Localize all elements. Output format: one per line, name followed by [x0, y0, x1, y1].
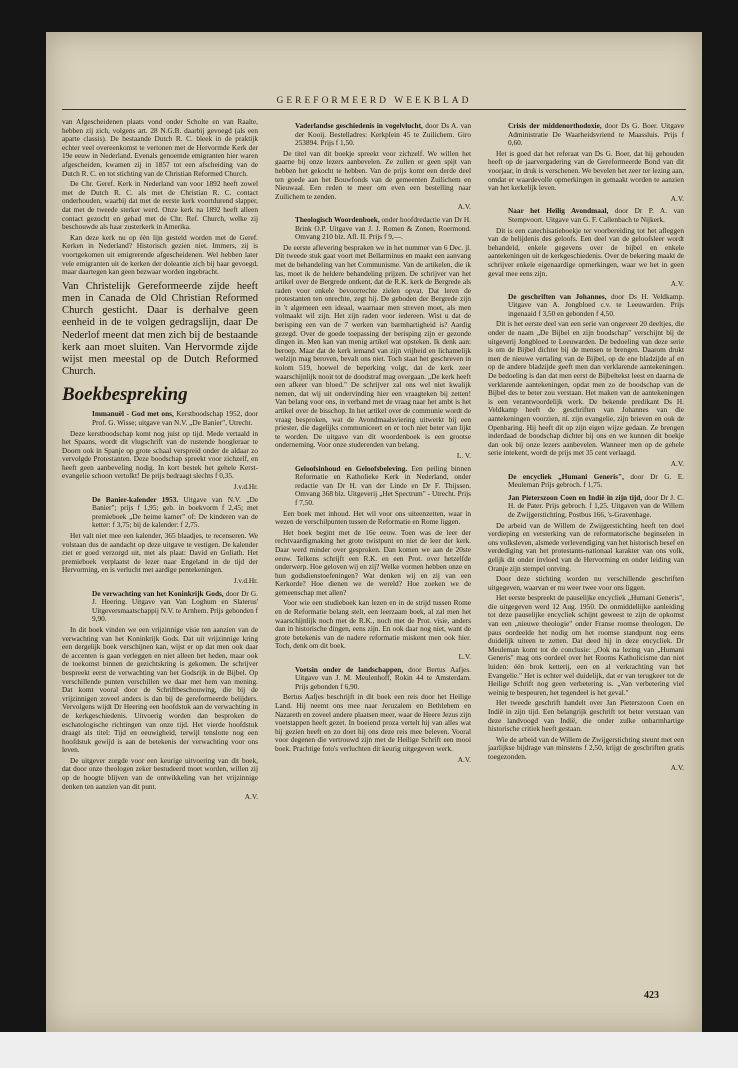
- review-text: Deze kerstboodschap komt nog juist op tijd. Mede vertaald in het Spaans, wordt dit vlugschrift van de rustende hoogleraar te Doorn ook in Spanje op grote schaal verspreid onder de aldaar zo vervolgde Protestanten. Deze boodschap spreekt voor zichzelf, en heeft geen aanbeveling nodig. In kort bestek het gehele Kerst-evangelie schoon vertolkt! De prijs bedraagt slechts f 0,35.: [62, 428, 258, 481]
- reviewer-signature: L.V.: [458, 652, 471, 662]
- column-right: [488, 118, 684, 1018]
- paragraph: Kan deze kerk nu op één lijn gesteld worden met de Geref. Kerken in Nederland? Historisch gezien niet. Immers, zij is voortgekomen uit emigrerende afgescheidenen. Wel hebben later vele emigranten uit de kerken der doleantie zich bij haar gevoegd, maar daartegen kan geen bezwaar worden ingebracht.: [62, 232, 258, 277]
- review-title: Jan Pieterszoon Coen en Indië in zijn tijd, door Dr J. C. H. de Pater. Prijs gebroch. f 1,25. Uitgaven van de Willem de Zwijgerstichting, Postbus 166, 's-Gravenhage.: [508, 492, 684, 519]
- review-title: Crisis der middenorthodoxie, door Ds G. Boer. Uitgave Administratie De Waarheidsvriend te Maassluis. Prijs f 0,60.: [508, 121, 684, 148]
- review-title: De Banier-kalender 1953. Uitgave van N.V. „De Banier"; prijs f 1,95; geb. in boekvorm f 2,45; met premieboek „De heime kamer" of: De kinderen van de ketter: f 3,75; bij de kalender: f 2,75.: [92, 494, 258, 530]
- reviewer-signature: A.V.: [670, 762, 684, 772]
- review-text: In dit boek vinden we een vrijzinnige visie ten aanzien van de verwachting van het Koninkrijk Gods. Dat uit vrijzinnige kring een dergelijk boek verschijnen kan, wijst er op dat men ook daar de accenten is gaan verleggen en niet alleen het heden, maar ook de toekomst binnen de gezichtskring is gekomen. De schrijver bespreekt eerst de verwachting van het Godsrijk in de Bijbel. Op verschillende punten verschillen we daar met hem van mening. Dat komt vooral door de Schriftbeschouwing, die bij de vrijzinnigen zoveel anders is dan bij de gereformeerde belijders. Vervolgens wijdt Dr Heering een hoofdstuk aan de verwachting in de kerkgeschiedenis. Uitvoerig worden dan besproken de eschatologische richtingen van onze tijd. Het vierde hoofdstuk draagt als titel: Tijd en eeuwigheid, terwijl tenslotte nog een hoofdstuk gewijd is aan de betekenis der verwachting voor ons leven.: [62, 624, 258, 755]
- review-title: Theologisch Woordenboek, onder hoofdredactie van Dr H. Brink O.P. Uitgave van J. J. Romen & Zonen, Roermond. Omvang 210 blz. Afl. II. Prijs f 9,—.: [295, 214, 471, 242]
- review-text: De titel van dit boekje spreekt voor zichzelf. We willen het gaarne bij onze lezers aanbevelen. Ze zullen er geen spijt van hebben het gekocht te hebben. Van de prijs komt een derde deel ten goede aan het Bouwfonds van de gemeenten Zuilichem en Nieuwaal. Een reden te meer om even een bestelling naar Zuilichem te zenden.: [275, 148, 471, 201]
- section-heading: Boekbespreking: [62, 384, 188, 406]
- review-text: Het boek begint met de 16e eeuw. Toen was de leer der rechtvaardigmaking het grote twistpunt en niet de leer der kerk. Daar werd minder over gesproken. Dan komen we aan de 20ste eeuw. Telkens schrijft een R.K. en een Prot. over hetzelfde onderwerp. Hoe geloven wij en zij? Welke vormen hebben onze en hun godsdienstoefeningen? Wat denken wij en zij van een Kerkorde? Hoe dienen we de wereld? Hoe zoeken we de gemeenschap met allen?: [275, 527, 471, 597]
- magazine-page: [46, 32, 702, 1032]
- bottom-margin: [0, 1032, 738, 1068]
- reviewer-signature: A.V.: [670, 193, 684, 203]
- review-text: De arbeid van de Willem de Zwijgerstichting heeft ten doel verdieping en versterking van de reformatorische beginselen in ons volksleven, alsmede verlevendiging van het historisch besef en verdediging van het protestants-nationaal karakter van ons volk, gelijk dit onder invloed van de Hervorming en onder leiding van Oranje zijn stempel ontving.: [488, 520, 684, 573]
- review-title: Vaderlandse geschiedenis in vogelvlucht, door Ds A. van der Kooij. Bestelladres: Kerkplein 45 te Zuilichem. Giro 253894. Prijs f 1,50.: [295, 121, 471, 148]
- review-title: Naar het Heilig Avondmaal, door Dr P. A. van Stempvoort. Uitgave van G. F. Callenbach te Nijkerk.: [508, 206, 684, 224]
- review-title: De verwachting van het Koninkrijk Gods, door Dr G. J. Heering. Uitgave van Van Loghum en Slaterus' Uitgeversmaatschappij N.V. te Arnhem. Prijs gebonden f 9,90.: [92, 588, 258, 624]
- review-text: Het valt niet mee een kalender, 365 blaadjes, te recenseren. We volstaan dus de aandacht op deze uitgave te vestigen. De kalender ziet er goed verzorgd uit, met als plaat: David en Goliath. Het premieboek verplaatst de lezer naar Engeland in de tijd der Hervorming, en is verlucht met aardige pentekeningen.: [62, 531, 258, 575]
- reviewer-signature: A.V.: [244, 792, 258, 802]
- review-text: Het is goed dat het referaat van Ds G. Boer, dat hij gehouden heeft op de jaarvergadering van de Gereformeerde Bond van dit voorjaar, in druk is verschenen. We bevelen het zeer ter lezing aan, omdat er waardevolle opmerkingen in gemaakt worden te aanzien van het kerkelijk leven.: [488, 148, 684, 193]
- highlight-paragraph: Van Christelijk Gereformeerde zijde heeft men in Canada de Old Christian Reformed Church gesticht. Daar is derhalve geen eenheid in de te volgen gedragslijn, daar De Nederlof meent dat men zich bij de bestaande kerk aan moet sluiten. Van Hervormde zijde wijst men meestal op de Dutch Reformed Church.: [62, 280, 258, 378]
- review-text: Wie de arbeid van de Willem de Zwijgerstichting steunt met een jaarlijkse bijdrage van minstens f 2,50, krijgt de geschriften gratis toegezonden.: [488, 734, 684, 761]
- review-text: Een boek met inhoud. Het wil voor ons uiteenzetten, waar in wezen de verschilpunten tussen de Reformatie en Rome liggen.: [275, 508, 471, 527]
- review-text: Het eerste bespreekt de pauselijke encycliek „Humani Generis", die uitgegeven werd 12 Aug. 1950. De onmiddellijke aanleiding tot deze pauselijke encycliek schijnt geweest te zijn de opkomst van een „nieuwe theologie" onder Franse roomse theologen. De paus oordeelde het nodig om het roomse standpunt nog eens duidelijk uiteen te zetten. Dat deed hij in deze encycliek. Dr Meuleman komt tot de conclusie: „Ook na lezing van „Humani Generis" mag ons oordeel over het Rooms Katholicisme dan niet luiden: één brok ketterij, een en al verkrachting van het Evangelie." Het is echter wel duidelijk, dat er van terugkeer tot de Heilige Schrift nog geen verbetering is. „Van verbetering viel weinig te bespeuren, het tegendeel is het geval.": [488, 593, 684, 697]
- column-left: [62, 118, 258, 1018]
- reviewer-signature: A.V.: [670, 458, 684, 468]
- reviewer-signature: A.V.: [457, 754, 471, 764]
- review-text: Bertus Aafjes beschrijft in dit boek een reis door het Heilige Land. Hij neemt ons mee naar Jeruzalem en Bethlehem en Nazareth en zoveel andere plaatsen meer, waar de Heere Jezus zijn voetstappen heeft gezet. In boeiend proza vertelt hij van alles wat hij gezien heeft en zo doet hij ons deze reis mee beleven. Vooral voor degenen die vertrouwd zijn met de Heilige Schrift een mooi boek. Prachtige foto's verluchten dit keurig uitgegeven werk.: [275, 692, 471, 753]
- review-title: De encycliek „Humani Generis", door Dr G. E. Meuleman Prijs gebroch. f 1,75.: [508, 471, 684, 490]
- column-middle: [275, 118, 471, 1018]
- review-text: De uitgever zorgde voor een keurige uitvoering van dit boek, dat door onze theologen zeker bestudeerd moet worden, willen zij op de hoogte blijven van de ontwikkeling van het vrijzinnige denken ten aanzien van dit punt.: [62, 755, 258, 791]
- paragraph: van Afgescheidenen plaats vond onder Scholte en van Raalte, hebben zij zich, volgens art. 28 N.G.B. daarbij gevoegd (als een aparte classis). De bestaande Dutch R. C. bleek in de praktijk echter veel overeenkomst te vertonen met de Hervormde Kerk der 19e eeuw in Nederland. Evenals genoemde emigranten hier waren afgescheiden, kwamen zij in 1857 tot een afscheiding van de Dutch R. C. en tot stichting van de Christian Reformed Church.: [62, 118, 258, 178]
- review-title: Geloofsinhoud en Geloofsbeleving. Een peiling binnen Reformatie en Katholieke Kerk in Nederland, onder redactie van Dr H. van der Linde en Dr F. Thijssen. Omvang 368 blz. Uitgeverij „Het Spectrum" - Utrecht. Prijs f 7,50.: [295, 463, 471, 507]
- reviewer-signature: L. V.: [456, 450, 471, 460]
- review-text: De eerste aflevering bespraken we in het nummer van 6 Dec. jl. Dit tweede stuk gaat voort met Bellarminus en maakt een aanvang met de behandeling van het Communisme. Van de artikelen, die ik las, moet ik de heldere behandeling prijzen. De schrijver van het artikel over de Bergrede ontkent, dat de R.K. kerk de Bergrede als raden voor enkele bevoorrechte zielen opvat. Dat leren de protestanten ten onrechte, zegt hij. De geboden der Bergrede zijn in 't algemeen een ideaal, waarnaar men streven moet, als men volmaakt wil zijn. Het zijn raden voor iedereen. Wist u dat de berisping een van de 7 werken van barmhartigheid is? Aardig gezegd. Over de goede toepassing der berisping zijn er gezonde dingen in. Men kan van menig artikel wat opsteken. Ik denk aan: beroep. Maar dat de kerk iemand van zijn vrijheid en lichamelijk welzijn mag beroven, bevalt ons niet. Toch staat het geschreven in kolom 519, hoewel de beperking volgt, dat de kerk zeer waarschijnlijk nooit tot de doodstraf mag overgaan. „De kerk heeft een afkeer van bloed." De schrijver zal ons wel niet kwalijk nemen, dat wij uit ondervinding hier een vraagteken bij zetten! Van belang voor ons, in verband met de vraag naar het ambt is het artikel over de bisschop. In het artikel over de communie wordt de vraag besproken, wat de Avondmaalsviering uitwerkt bij een priester, die dagelijks communiceert en er toch niet beter van lijkt te worden. De uitgave van dit woordenboek is een grootse onderneming. Voor onze studerenden van belang.: [275, 242, 471, 450]
- review-text: Dit is een catechisatieboekje ter voorbereiding tot het afleggen van de belijdenis des geloofs. Een deel van de geloofsleer wordt behandeld, enkele gegevens over de bijbel en enkele aantekeningen uit de kerkgeschiedenis. Over de bekering maakt de schrijver enkele eigenaardige opmerkingen, waar we het in geen geval mee eens zijn.: [488, 225, 684, 278]
- reviewer-signature: J.v.d.Hr.: [233, 576, 258, 585]
- reviewer-signature: A.V.: [457, 202, 471, 212]
- paragraph: De Chr. Geref. Kerk in Nederland van voor 1892 heeft zowel met de Dutch R. C. als met de Christian R. C. contact onderhouden, waarbij dat met de eerste kerk voortdurend slapper, dat met de tweede sterker werd. Onze kerk na 1892 heeft alleen contact gezocht en gehad met de Chr. Ref. Church, welke zij beschouwde als haar zusterkerk in Amerika.: [62, 179, 258, 232]
- page-number: 423: [644, 990, 659, 1001]
- review-text: Het tweede geschrift handelt over Jan Pieterszoon Coen en Indië in zijn tijd. Een belangrijk geschrift tot beter verstaan van deze landvoogd van Indië, die onder zulke onbarmhartige historische critiek heeft gestaan.: [488, 698, 684, 734]
- page-header: GEREFORMEERD WEEKBLAD: [276, 96, 472, 106]
- review-title: Immanuël - God met ons, Kerstboodschap 1952, door Prof. G. Wisse; uitgave van N.V. „De Banier", Utrecht.: [92, 409, 258, 427]
- review-text: Dit is het eerste deel van een serie van ongeveer 20 deeltjes, die onder de naam „De Bijbel en zijn boodschap" verschijnt bij de uitgeverij Jongbloed te Leeuwarden. De bedoeling van deze serie is om de Bijbel dichter bij de mensen te brengen. Daarom drukt men de nieuwe vertaling van de Bijbel, op de ene bladzijde af en op de andere bladzijde geeft men dan verklarende aantekeningen. De bedoeling is dan dat men eerst de Bijbeltekst leest en daarna de verklarende aantekeningen, opdat men zo de boodschap van de Bijbel des te beter zou verstaan. Het maken van de aantekeningen is een verantwoordelijk werk. De bekende predikant Ds H. Veldkamp heeft de geschriften van Johannes van die aantekeningen voorzien, nl. zijn evangelie, zijn brieven en ook de Openbaring. Hij heeft dit op zijn eigen wijze gedaan. Ze brengen inderdaad de boodschap dichter bij ons en we kunnen dit boekje dan ook bij onze lezers aanbevelen. Wanneer men op de gehele serie intekent, wordt de prijs met 35 cent verlaagd.: [488, 319, 684, 458]
- reviewer-signature: J.v.d.Hr.: [233, 482, 258, 492]
- review-text: Voor wie een studieboek kan lezen en in de strijd tussen Rome en de Reformatie belang stelt, een leerzaam boek, al zal men het waarschijnlijk noch met de R.K., noch met de Prot. visie, anders dan in historische dingen, eens zijn. En ook daar nog niet, want de grote betekenis van de nadere reformatie miskent men ook hier. Toch, denk om dit boek.: [275, 598, 471, 651]
- review-title: De geschriften van Johannes, door Ds H. Veldkamp. Uitgave van A. Jongbloed c.v. te Leeuwarden. Prijs ingenaaid f 3,50 en gebonden f 4,50.: [508, 291, 684, 318]
- header-rule: [62, 109, 686, 110]
- review-title: Voetsin onder de landschappen, door Bertus Aafjes. Uitgave van J. M. Meulenhoff, Rokin 44 te Amsterdam. Prijs gebonden f 6,90.: [295, 664, 471, 691]
- reviewer-signature: A.V.: [670, 279, 684, 289]
- review-text: Door deze stichting worden nu verschillende geschriften uitgegeven, waarvan er nu weer twee voor ons liggen.: [488, 574, 684, 592]
